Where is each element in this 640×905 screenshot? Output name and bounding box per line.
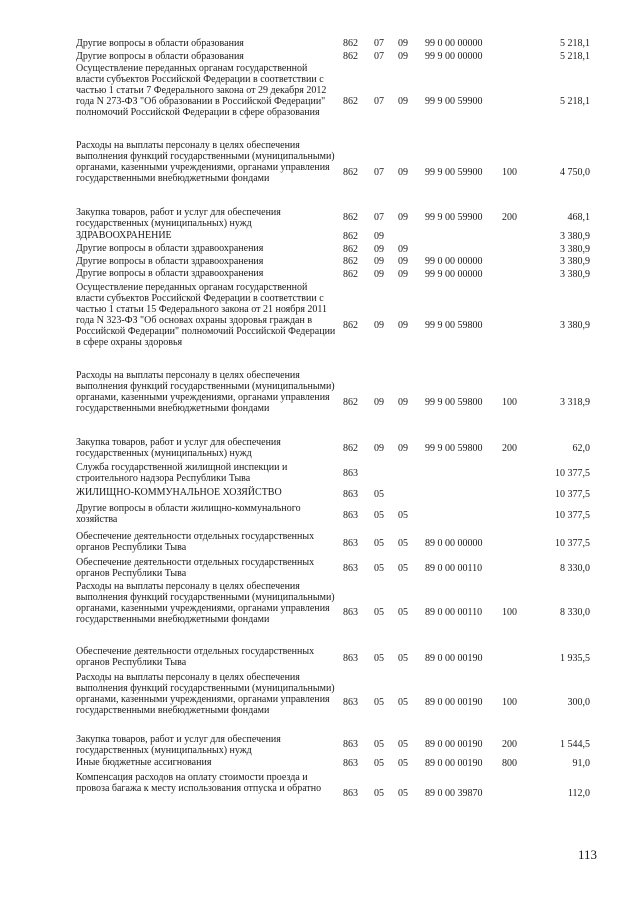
- table-row: [0, 772, 640, 816]
- row-name: Другие вопросы в области здравоохранения: [76, 243, 264, 254]
- table-row: [0, 557, 640, 581]
- row-section: 09: [374, 397, 384, 408]
- row-amount: 4 750,0: [560, 167, 590, 178]
- table-row: [0, 63, 640, 140]
- row-section: 05: [374, 538, 384, 549]
- row-amount: 10 377,5: [555, 489, 590, 500]
- row-subsection: 05: [398, 563, 408, 574]
- table-row: [0, 646, 640, 671]
- row-grbs: 863: [343, 653, 358, 664]
- row-subsection: 05: [398, 510, 408, 521]
- row-name: Другие вопросы в области образования: [76, 38, 244, 49]
- row-name: Расходы на выплаты персоналу в целях обеспечения выполнения функций государственными (муниципальными) органами, казенными учреждениями, органами управления государственными внебюджетными фондами: [76, 370, 335, 414]
- row-target-article: 99 9 00 59900: [425, 212, 483, 223]
- row-name: Иные бюджетные ассигнования: [76, 757, 212, 768]
- table-row: [0, 757, 640, 771]
- row-grbs: 862: [343, 397, 358, 408]
- row-grbs: 863: [343, 607, 358, 618]
- row-amount: 8 330,0: [560, 607, 590, 618]
- row-section: 09: [374, 256, 384, 267]
- row-section: 05: [374, 788, 384, 799]
- table-row: [0, 256, 640, 268]
- row-subsection: 05: [398, 697, 408, 708]
- table-row: [0, 503, 640, 529]
- row-grbs: 862: [343, 51, 358, 62]
- row-target-article: 89 0 00 00190: [425, 653, 483, 664]
- row-grbs: 863: [343, 538, 358, 549]
- row-target-article: 99 9 00 59800: [425, 443, 483, 454]
- row-grbs: 862: [343, 231, 358, 242]
- row-subsection: 09: [398, 96, 408, 107]
- row-section: 05: [374, 739, 384, 750]
- row-grbs: 862: [343, 256, 358, 267]
- row-amount: 1 935,5: [560, 653, 590, 664]
- table-row: [0, 140, 640, 206]
- row-section: 09: [374, 244, 384, 255]
- row-section: 09: [374, 231, 384, 242]
- row-grbs: 862: [343, 38, 358, 49]
- row-target-article: 89 0 00 00190: [425, 697, 483, 708]
- row-amount: 3 318,9: [560, 397, 590, 408]
- row-section: 07: [374, 38, 384, 49]
- table-row: [0, 462, 640, 486]
- row-grbs: 863: [343, 510, 358, 521]
- row-subsection: 09: [398, 256, 408, 267]
- row-subsection: 09: [398, 212, 408, 223]
- row-section: 05: [374, 653, 384, 664]
- row-grbs: 862: [343, 443, 358, 454]
- table-row: [0, 672, 640, 733]
- row-section: 05: [374, 607, 384, 618]
- table-row: [0, 268, 640, 281]
- row-name: Расходы на выплаты персоналу в целях обеспечения выполнения функций государственными (муниципальными) органами, казенными учреждениями, органами управления государственными внебюджетными фондами: [76, 140, 335, 184]
- row-amount: 10 377,5: [555, 538, 590, 549]
- row-target-article: 89 0 00 39870: [425, 788, 483, 799]
- row-section: 09: [374, 269, 384, 280]
- row-amount: 3 380,9: [560, 256, 590, 267]
- row-name: Обеспечение деятельности отдельных государственных органов Республики Тыва: [76, 646, 315, 668]
- row-name: Закупка товаров, работ и услуг для обеспечения государственных (муниципальных) нужд: [76, 437, 281, 459]
- row-grbs: 863: [343, 739, 358, 750]
- row-name: Служба государственной жилищной инспекции и строительного надзора Республики Тыва: [76, 462, 288, 484]
- row-expense-type: 200: [502, 212, 517, 223]
- row-amount: 300,0: [567, 697, 590, 708]
- row-section: 05: [374, 563, 384, 574]
- row-section: 09: [374, 443, 384, 454]
- row-target-article: 99 9 00 59900: [425, 96, 483, 107]
- row-amount: 62,0: [572, 443, 590, 454]
- row-amount: 468,1: [567, 212, 590, 223]
- row-grbs: 862: [343, 320, 358, 331]
- row-amount: 3 380,9: [560, 320, 590, 331]
- table-row: [0, 487, 640, 502]
- row-section: 09: [374, 320, 384, 331]
- row-name: Компенсация расходов на оплату стоимости проезда и провоза багажа к месту использования отпуска и обратно: [76, 772, 322, 794]
- row-name: Обеспечение деятельности отдельных государственных органов Республики Тыва: [76, 557, 315, 579]
- table-row: [0, 230, 640, 243]
- row-target-article: 99 9 00 00000: [425, 51, 483, 62]
- row-subsection: 05: [398, 607, 408, 618]
- row-subsection: 09: [398, 244, 408, 255]
- row-amount: 91,0: [572, 758, 590, 769]
- row-amount: 3 380,9: [560, 231, 590, 242]
- row-target-article: 99 9 00 59800: [425, 320, 483, 331]
- table-row: [0, 207, 640, 229]
- row-name: ЖИЛИЩНО-КОММУНАЛЬНОЕ ХОЗЯЙСТВО: [76, 487, 282, 498]
- row-name: ЗДРАВООХРАНЕНИЕ: [76, 230, 172, 241]
- row-subsection: 09: [398, 38, 408, 49]
- page-number: 113: [577, 847, 597, 862]
- row-target-article: 99 0 00 00000: [425, 256, 483, 267]
- row-subsection: 09: [398, 443, 408, 454]
- row-name: Другие вопросы в области образования: [76, 51, 244, 62]
- row-subsection: 05: [398, 758, 408, 769]
- row-amount: 5 218,1: [560, 38, 590, 49]
- row-grbs: 863: [343, 563, 358, 574]
- row-grbs: 862: [343, 212, 358, 223]
- row-target-article: 89 0 00 00190: [425, 739, 483, 750]
- row-grbs: 862: [343, 244, 358, 255]
- table-row: [0, 51, 640, 63]
- row-section: 07: [374, 167, 384, 178]
- row-expense-type: 100: [502, 697, 517, 708]
- table-row: [0, 370, 640, 436]
- table-row: [0, 581, 640, 645]
- row-name: Закупка товаров, работ и услуг для обеспечения государственных (муниципальных) нужд: [76, 207, 281, 229]
- row-expense-type: 100: [502, 397, 517, 408]
- row-grbs: 863: [343, 758, 358, 769]
- row-name: Закупка товаров, работ и услуг для обеспечения государственных (муниципальных) нужд: [76, 734, 281, 756]
- row-expense-type: 100: [502, 607, 517, 618]
- row-name: Расходы на выплаты персоналу в целях обеспечения выполнения функций государственными (муниципальными) органами, казенными учреждениями, органами управления государственными внебюджетными фондами: [76, 581, 335, 625]
- row-target-article: 89 0 00 00000: [425, 538, 483, 549]
- table-row: [0, 531, 640, 556]
- row-section: 05: [374, 758, 384, 769]
- row-amount: 5 218,1: [560, 51, 590, 62]
- row-name: Осуществление переданных органам государственной власти субъектов Российской Федерации в соответствии с частью 1 статьи 15 Федерального закона от 21 ноября 2011 года N 323-ФЗ "Об основах охраны здоровья граждан в Российской Федерации" полномочий Российской Федерации в сфере охраны здоровья: [76, 282, 336, 348]
- row-target-article: 89 0 00 00110: [425, 607, 483, 618]
- row-grbs: 863: [343, 489, 358, 500]
- table-row: [0, 243, 640, 256]
- row-subsection: 09: [398, 320, 408, 331]
- row-section: 05: [374, 697, 384, 708]
- table-row: [0, 734, 640, 756]
- row-grbs: 863: [343, 788, 358, 799]
- row-section: 07: [374, 51, 384, 62]
- row-amount: 3 380,9: [560, 269, 590, 280]
- row-name: Обеспечение деятельности отдельных государственных органов Республики Тыва: [76, 531, 315, 553]
- row-section: 07: [374, 96, 384, 107]
- row-amount: 8 330,0: [560, 563, 590, 574]
- row-subsection: 09: [398, 397, 408, 408]
- row-target-article: 99 9 00 59800: [425, 397, 483, 408]
- row-grbs: 863: [343, 468, 358, 479]
- row-grbs: 863: [343, 697, 358, 708]
- row-name: Осуществление переданных органам государственной власти субъектов Российской Федерации в соответствии с частью 1 статьи 7 Федерального закона от 29 декабря 2012 года N 273-ФЗ "Об образовании в Российской Федерации" полномочий Российской Федерации в сфере образования: [76, 63, 327, 118]
- row-amount: 3 380,9: [560, 244, 590, 255]
- row-subsection: 05: [398, 739, 408, 750]
- table-row: [0, 38, 640, 50]
- row-target-article: 99 9 00 00000: [425, 269, 483, 280]
- row-subsection: 09: [398, 51, 408, 62]
- table-row: [0, 282, 640, 370]
- row-name: Расходы на выплаты персоналу в целях обеспечения выполнения функций государственными (муниципальными) органами, казенными учреждениями, органами управления государственными внебюджетными фондами: [76, 672, 335, 716]
- row-subsection: 05: [398, 653, 408, 664]
- row-subsection: 09: [398, 167, 408, 178]
- row-subsection: 05: [398, 538, 408, 549]
- row-section: 05: [374, 489, 384, 500]
- row-grbs: 862: [343, 167, 358, 178]
- row-section: 07: [374, 212, 384, 223]
- row-subsection: 09: [398, 269, 408, 280]
- row-amount: 1 544,5: [560, 739, 590, 750]
- row-amount: 10 377,5: [555, 468, 590, 479]
- row-expense-type: 200: [502, 739, 517, 750]
- table-row: [0, 437, 640, 461]
- row-name: Другие вопросы в области жилищно-коммунального хозяйства: [76, 503, 301, 525]
- row-section: 05: [374, 510, 384, 521]
- row-amount: 112,0: [567, 788, 590, 799]
- row-grbs: 862: [343, 96, 358, 107]
- row-target-article: 89 0 00 00190: [425, 758, 483, 769]
- row-amount: 10 377,5: [555, 510, 590, 521]
- row-expense-type: 100: [502, 167, 517, 178]
- row-subsection: 05: [398, 788, 408, 799]
- row-name: Другие вопросы в области здравоохранения: [76, 256, 264, 267]
- row-target-article: 99 0 00 00000: [425, 38, 483, 49]
- row-amount: 5 218,1: [560, 96, 590, 107]
- row-target-article: 89 0 00 00110: [425, 563, 483, 574]
- row-expense-type: 200: [502, 443, 517, 454]
- row-expense-type: 800: [502, 758, 517, 769]
- row-target-article: 99 9 00 59900: [425, 167, 483, 178]
- row-name: Другие вопросы в области здравоохранения: [76, 268, 264, 279]
- row-grbs: 862: [343, 269, 358, 280]
